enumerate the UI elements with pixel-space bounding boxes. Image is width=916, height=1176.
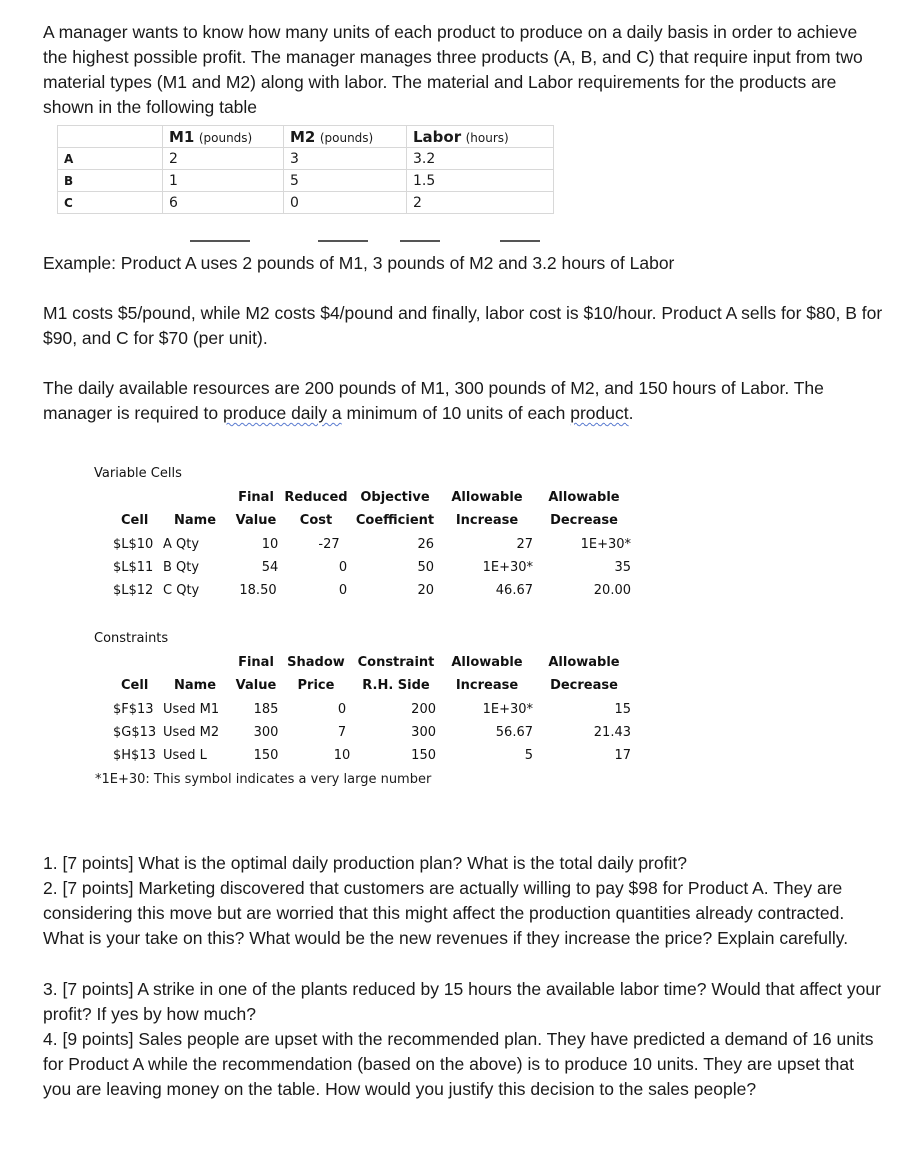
table-row: $G$13: [113, 725, 157, 740]
scan-artifact: [500, 240, 540, 242]
table-row: C 6 0 2: [58, 192, 554, 214]
header-labor: Labor (hours): [407, 126, 554, 148]
header-m1: M1 (pounds): [163, 126, 284, 148]
question-1: 1. [7 points] What is the optimal daily production plan? What is the total daily profit?: [43, 853, 687, 873]
row-label: B: [58, 170, 163, 192]
question-2: 2. [7 points] Marketing discovered that customers are actually willing to pay $98 for Product A. They are considering this move but are worried that this might affect the production quantities already contracted. What is your take on this? What would be the new revenues if they increase the price? Explain carefully.: [43, 878, 849, 948]
table-row: $F$13: [113, 702, 154, 717]
section-title: Variable Cells: [94, 466, 182, 481]
row-label: A: [58, 148, 163, 170]
example-text: Example: Product A uses 2 pounds of M1, 3 pounds of M2 and 3.2 hours of Labor: [43, 253, 675, 273]
material-table: [57, 125, 554, 214]
header-m2: M2 (pounds): [284, 126, 407, 148]
table-row: $L$10: [113, 537, 154, 552]
question-3: 3. [7 points] A strike in one of the plants reduced by 15 hours the available labor time? Would that affect your profit? If yes by how much?: [43, 979, 881, 1024]
spellcheck-underline: produce daily a: [222, 403, 342, 423]
section-title: Constraints: [94, 631, 169, 646]
table-row: A 2 3 3.2: [58, 148, 554, 170]
costs-paragraph: M1 costs $5/pound, while M2 costs $4/pound and finally, labor cost is $10/hour. Product A sells for $80, B for $90, and C for $70 (per unit).: [43, 303, 883, 348]
footnote: *1E+30: This symbol indicates a very large number: [95, 772, 432, 787]
scan-artifact: [400, 240, 440, 242]
table-row: $L$11: [113, 560, 154, 575]
question-4: 4. [9 points] Sales people are upset with the recommended plan. They have predicted a demand of 16 units for Product A while the recommendation (based on the above) is to produce 10 units. They are upset that you are leaving money on the table. How would you justify this decision to the sales people?: [43, 1029, 874, 1099]
row-label: C: [58, 192, 163, 214]
scan-artifact: [318, 240, 368, 242]
table-row: $L$12: [113, 583, 154, 598]
table-row: $H$13: [113, 748, 156, 763]
table-row: B 1 5 1.5: [58, 170, 554, 192]
scan-artifact: [190, 240, 250, 242]
material-table-header: [58, 126, 554, 148]
intro-paragraph: A manager wants to know how many units of each product to produce on a daily basis in order to achieve the highest possible profit. The manager manages three products (A, B, and C) that require input from two material types (M1 and M2) along with labor. The material and Labor requirements for the products are shown in the following table: [43, 22, 863, 117]
spellcheck-underline: product: [570, 403, 629, 423]
resources-paragraph: The daily available resources are 200 pounds of M1, 300 pounds of M2, and 150 hours of Labor. The manager is required to produce daily a minimum of 10 units of each product.: [43, 378, 824, 423]
